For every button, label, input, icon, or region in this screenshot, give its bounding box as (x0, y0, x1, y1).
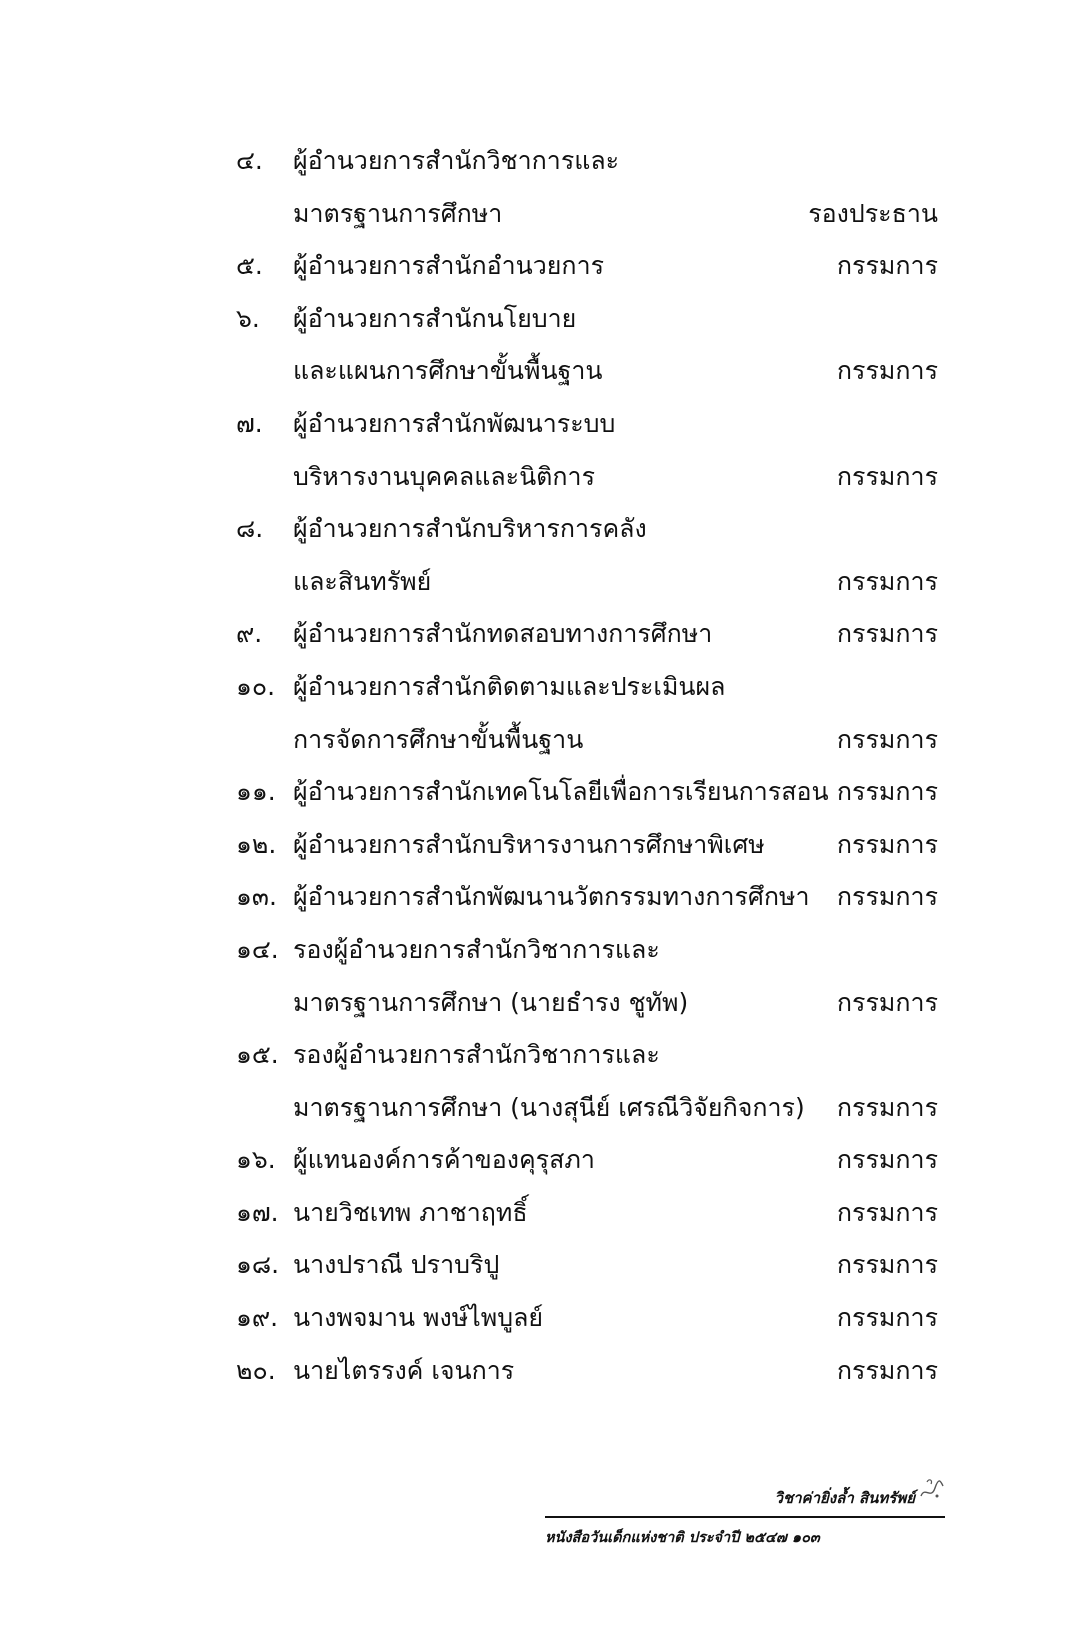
list-item (0, 1187, 1072, 1240)
list-item (0, 1082, 1072, 1135)
list-item (0, 714, 1072, 767)
list-item (0, 188, 1072, 241)
list-item (0, 398, 1072, 451)
footer-motto: วิชาค่ายิ่งล้ำ สินทรัพย์ (774, 1489, 915, 1507)
item-number: ๑๖. (236, 1145, 276, 1175)
page-footer (545, 1472, 945, 1572)
item-role: กรรมการ (836, 829, 938, 859)
item-role: กรรมการ (836, 1303, 938, 1333)
item-role: กรรมการ (836, 882, 938, 912)
item-role: กรรมการ (836, 1092, 938, 1122)
list-item (0, 977, 1072, 1030)
list-item (0, 451, 1072, 504)
item-role: กรรมการ (836, 724, 938, 754)
item-text: มาตรฐานการศึกษา (นางสุนีย์ เศรณีวิจัยกิจการ) (293, 1092, 805, 1122)
list-item (0, 240, 1072, 293)
item-number: ๘. (236, 514, 264, 544)
footer-publication: หนังสือวันเด็กแห่งชาติ ประจำปี ๒๕๔๗ ๑๐๓ (545, 1530, 820, 1546)
item-text: ผู้อำนวยการสำนักพัฒนาระบบ (293, 408, 616, 438)
item-role: กรรมการ (836, 987, 938, 1017)
item-role: กรรมการ (836, 356, 938, 386)
list-item (0, 924, 1072, 977)
item-role: กรรมการ (836, 566, 938, 596)
item-number: ๕. (236, 251, 263, 281)
list-item (0, 503, 1072, 556)
item-text: ผู้อำนวยการสำนักวิชาการและ (293, 146, 620, 175)
item-number: ๑๑. (236, 777, 276, 807)
committee-list (0, 135, 1072, 1397)
item-role: กรรมการ (836, 251, 938, 281)
item-role: รองประธาน (808, 198, 938, 228)
item-text: ผู้อำนวยการสำนักติดตามและประเมินผล (293, 671, 726, 701)
list-item (0, 1134, 1072, 1187)
item-number: ๙. (236, 619, 263, 649)
item-number: ๑๔. (236, 934, 279, 964)
item-text: รองผู้อำนวยการสำนักวิชาการและ (293, 934, 660, 964)
item-role: กรรมการ (836, 1355, 938, 1385)
item-number: ๑๐. (236, 671, 276, 701)
list-item (0, 556, 1072, 609)
list-item (0, 766, 1072, 819)
list-item (0, 871, 1072, 924)
item-text: มาตรฐานการศึกษา (293, 198, 503, 228)
item-role: กรรมการ (836, 1250, 938, 1280)
item-role: กรรมการ (836, 777, 938, 807)
item-text: นางปราณี ปราบริปู (293, 1250, 500, 1280)
item-role: กรรมการ (836, 461, 938, 491)
item-text: มาตรฐานการศึกษา (นายธำรง ชูทัพ) (293, 987, 689, 1017)
list-item (0, 1239, 1072, 1292)
item-text: และแผนการศึกษาขั้นพื้นฐาน (293, 356, 603, 386)
item-text: ผู้อำนวยการสำนักอำนวยการ (293, 251, 605, 281)
item-text: ผู้อำนวยการสำนักพัฒนานวัตกรรมทางการศึกษา (293, 882, 810, 912)
item-role: กรรมการ (836, 1197, 938, 1227)
item-number: ๔. (236, 146, 263, 175)
list-item (0, 135, 1072, 188)
item-number: ๗. (236, 408, 263, 438)
footer-divider (545, 1516, 945, 1518)
decorative-swirl-icon (917, 1476, 945, 1504)
item-role: กรรมการ (836, 619, 938, 649)
item-text: รองผู้อำนวยการสำนักวิชาการและ (293, 1040, 660, 1070)
list-item (0, 1029, 1072, 1082)
item-number: ๑๕. (236, 1040, 279, 1070)
item-text: การจัดการศึกษาขั้นพื้นฐาน (293, 724, 584, 754)
item-text: นางพจมาน พงษ์ไพบูลย์ (293, 1303, 544, 1333)
list-item (0, 293, 1072, 346)
item-text: ผู้อำนวยการสำนักทดสอบทางการศึกษา (293, 619, 713, 649)
item-number: ๖. (236, 303, 260, 333)
list-item (0, 608, 1072, 661)
item-role: กรรมการ (836, 1145, 938, 1175)
item-text: นายวิชเทพ ภาชาฤทธิ์ (293, 1197, 528, 1227)
item-number: ๒๐. (236, 1355, 276, 1385)
list-item (0, 345, 1072, 398)
item-number: ๑๘. (236, 1250, 280, 1280)
list-item (0, 1292, 1072, 1345)
item-text: บริหารงานบุคคลและนิติการ (293, 461, 596, 491)
item-number: ๑๙. (236, 1303, 279, 1333)
item-text: ผู้อำนวยการสำนักนโยบาย (293, 303, 577, 333)
item-text: และสินทรัพย์ (293, 566, 432, 596)
item-number: ๑๒. (236, 829, 277, 859)
item-number: ๑๓. (236, 882, 277, 912)
item-text: ผู้อำนวยการสำนักบริหารงานการศึกษาพิเศษ (293, 829, 765, 859)
item-text: ผู้แทนองค์การค้าของคุรุสภา (293, 1145, 595, 1175)
list-item (0, 661, 1072, 714)
item-number: ๑๗. (236, 1197, 279, 1227)
item-text: ผู้อำนวยการสำนักบริหารการคลัง (293, 514, 647, 544)
item-text: ผู้อำนวยการสำนักเทคโนโลยีเพื่อการเรียนการสอน (293, 777, 829, 807)
list-item (0, 1345, 1072, 1398)
item-text: นายไตรรงค์ เจนการ (293, 1355, 515, 1385)
list-item (0, 819, 1072, 872)
